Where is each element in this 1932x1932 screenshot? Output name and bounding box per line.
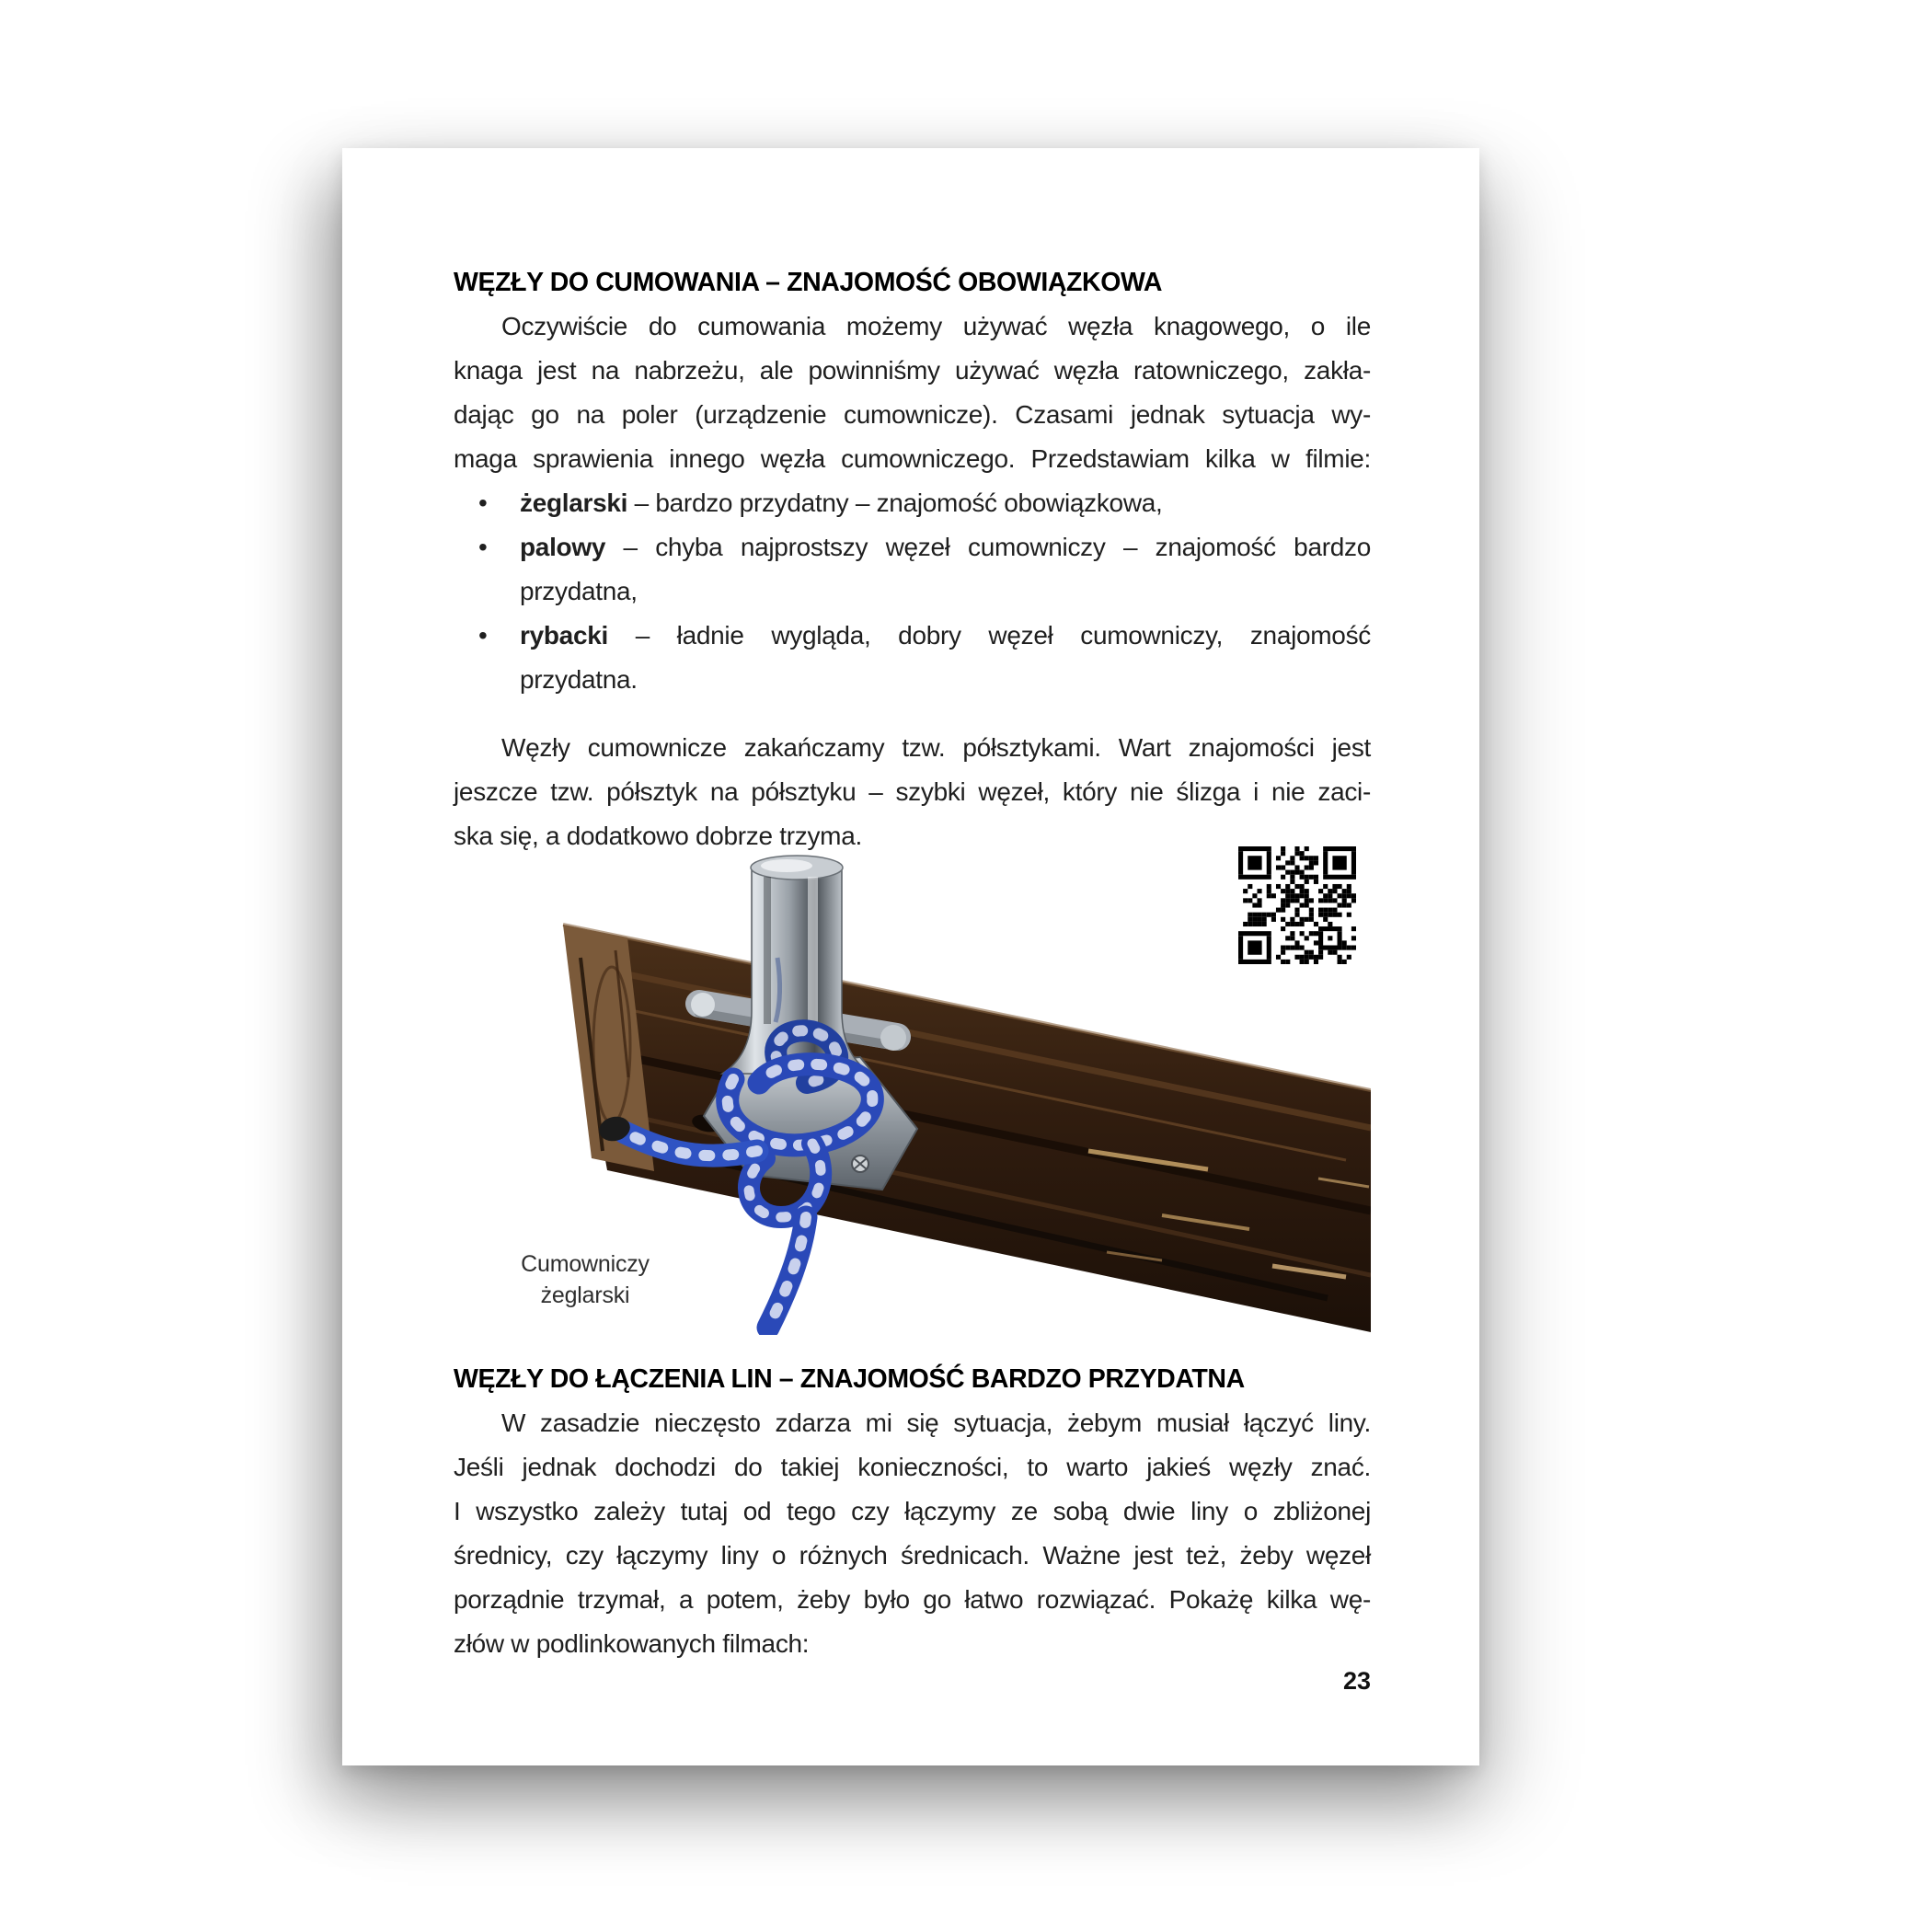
caption-line: żeglarski bbox=[540, 1282, 630, 1308]
knot-desc: – chyba najprostszy węzeł cumowniczy – znajomość bardzo bbox=[605, 533, 1371, 561]
paragraph-half-hitches bbox=[454, 726, 1371, 858]
knot-desc: – bardzo przydatny – znajomość obowiązkowa, bbox=[627, 489, 1163, 517]
knot-term: palowy bbox=[520, 533, 606, 561]
bullet-dot: • bbox=[478, 489, 488, 517]
bullet-dot: • bbox=[478, 621, 488, 650]
text-line: złów w podlinkowanych filmach: bbox=[454, 1629, 810, 1658]
text-line: przydatna. bbox=[520, 665, 638, 694]
bullet-dot: • bbox=[478, 533, 488, 561]
text-line: knaga jest na nabrzeżu, ale powinniśmy używać węzła ratowniczego, zakła- bbox=[454, 356, 1371, 385]
text-line: przydatna, bbox=[520, 577, 638, 605]
text-line: średnicy, czy łączymy liny o różnych średnicach. Ważne jest też, żeby węzeł bbox=[454, 1541, 1371, 1570]
text-line bbox=[520, 525, 1371, 569]
knot-bullet-list bbox=[454, 481, 1371, 702]
text-line: Jeśli jednak dochodzi do takiej konieczności, to warto jakieś węzły znać. bbox=[454, 1453, 1371, 1481]
text-line: porządnie trzymał, a potem, żeby było go łatwo rozwiązać. Pokażę kilka wę- bbox=[454, 1585, 1371, 1614]
book-page bbox=[342, 148, 1479, 1765]
list-item bbox=[454, 525, 1371, 614]
knot-desc: – ładnie wygląda, dobry węzeł cumowniczy, znajomość bbox=[607, 621, 1371, 650]
list-item bbox=[454, 614, 1371, 702]
section-heading-mooring-knots: WĘZŁY DO CUMOWANIA – ZNAJOMOŚĆ OBOWIĄZKOWA bbox=[454, 268, 1163, 297]
text-line: dając go na poler (urządzenie cumownicze). Czasami jednak sytuacja wy- bbox=[454, 400, 1371, 429]
wooden-beam bbox=[563, 925, 1371, 1332]
caption-line: Cumowniczy bbox=[521, 1251, 650, 1277]
text-line: maga sprawienia innego węzła cumowniczego. Przedstawiam kilka w filmie: bbox=[454, 444, 1371, 473]
page-number: 23 bbox=[1342, 1667, 1371, 1695]
text-line: Oczywiście do cumowania możemy używać węzła knagowego, o ile bbox=[501, 312, 1371, 340]
text-line: Węzły cumownicze zakańczamy tzw. półsztykami. Wart znajomości jest bbox=[501, 733, 1371, 762]
section-heading-joining-lines: WĘZŁY DO ŁĄCZENIA LIN – ZNAJOMOŚĆ BARDZO PRZYDATNA bbox=[454, 1364, 1245, 1394]
text-line: ska się, a dodatkowo dobrze trzyma. bbox=[454, 822, 862, 850]
list-item bbox=[454, 481, 1371, 525]
text-line: jeszcze tzw. półsztyk na półsztyku – szybki węzeł, który nie ślizga i nie zaci- bbox=[454, 777, 1371, 806]
text-line: W zasadzie nieczęsto zdarza mi się sytuacja, żebym musiał łączyć liny. bbox=[501, 1409, 1371, 1437]
text-line bbox=[520, 614, 1371, 658]
qr-code bbox=[1236, 846, 1359, 964]
text-line: I wszystko zależy tutaj od tego czy łączymy ze sobą dwie liny o zbliżonej bbox=[454, 1497, 1371, 1525]
text-line bbox=[520, 481, 1371, 525]
paragraph-mooring bbox=[454, 305, 1371, 481]
figure-caption bbox=[493, 1248, 677, 1311]
paragraph-joining bbox=[454, 1401, 1371, 1666]
knot-term: żeglarski bbox=[520, 489, 628, 517]
knot-term: rybacki bbox=[520, 621, 608, 650]
